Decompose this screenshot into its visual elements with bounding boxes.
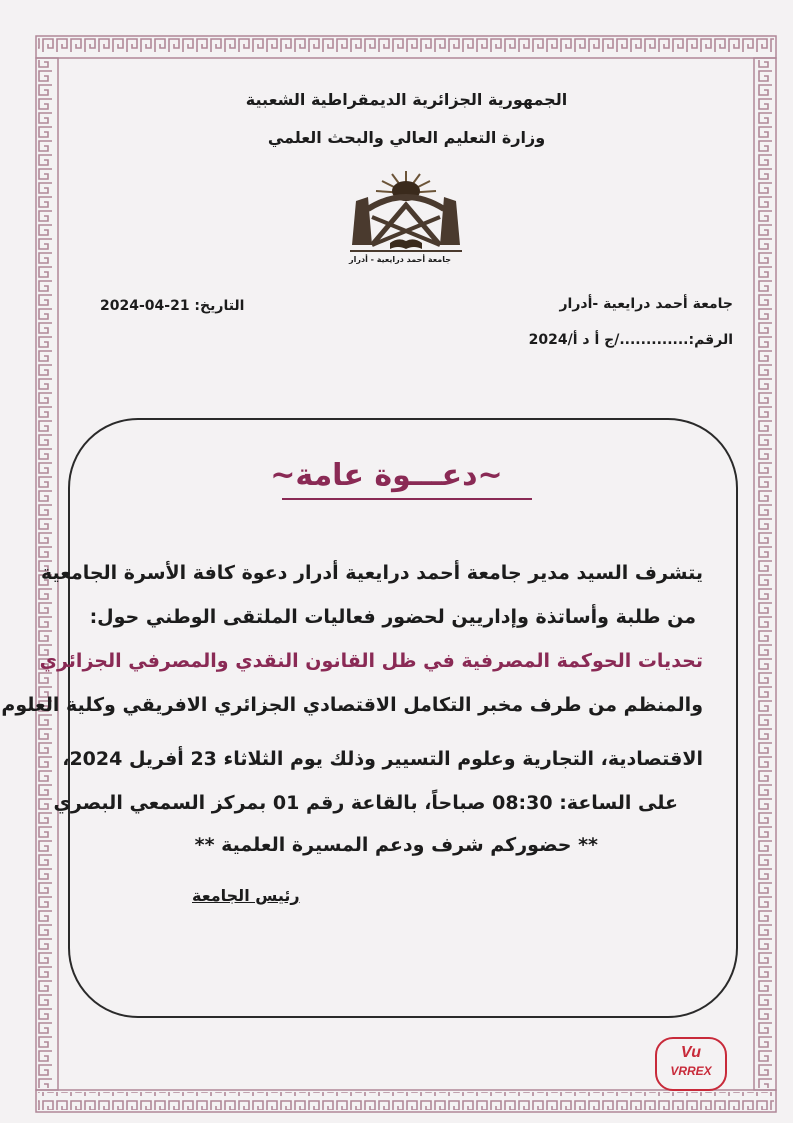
- invitation-line-6: على الساعة: 08:30 صباحاً، بالقاعة رقم 01 بمركز السمعي البصري: [53, 792, 678, 814]
- stamp-top-text: Vu: [680, 1044, 702, 1061]
- reference-number: الرقم:............./ج أ د أ/2024: [528, 332, 733, 348]
- invitation-line-4: والمنظم من طرف مخبر التكامل الاقتصادي الجزائري الافريقي وكلية العلوم: [1, 694, 703, 716]
- invitation-frame: [68, 418, 738, 1018]
- university-logo: [346, 165, 466, 265]
- invitation-line-1: يتشرف السيد مدير جامعة أحمد درايعية أدرار دعوة كافة الأسرة الجامعية: [40, 562, 703, 584]
- ministry-heading: وزارة التعليم العالي والبحث العلمي: [267, 128, 546, 147]
- issue-date: التاريخ: 21-04-2024: [100, 298, 245, 314]
- logo-caption: جامعة أحمد درايعية - أدرار: [349, 255, 451, 264]
- title-underline: [282, 498, 532, 500]
- invitation-title: ~دعـــوة عامة~: [270, 458, 503, 493]
- vu-stamp: [655, 1037, 727, 1091]
- republic-heading: الجمهورية الجزائرية الديمقراطية الشعبية: [245, 90, 568, 109]
- university-name: جامعة أحمد درايعية -أدرار: [559, 296, 733, 312]
- closing-line: ** حضوركم شرف ودعم المسيرة العلمية **: [194, 834, 598, 856]
- conference-topic: تحديات الحوكمة المصرفية في ظل القانون النقدي والمصرفي الجزائري: [39, 650, 703, 672]
- invitation-line-5: الاقتصادية، التجارية وعلوم التسيير وذلك يوم الثلاثاء 23 أفريل 2024،: [62, 748, 703, 770]
- signature-title: رئيس الجامعة: [192, 886, 300, 905]
- stamp-bottom-text: VRREX: [670, 1064, 712, 1078]
- invitation-line-2: من طلبة وأساتذة وإداريين لحضور فعاليات الملتقى الوطني حول:: [89, 606, 696, 628]
